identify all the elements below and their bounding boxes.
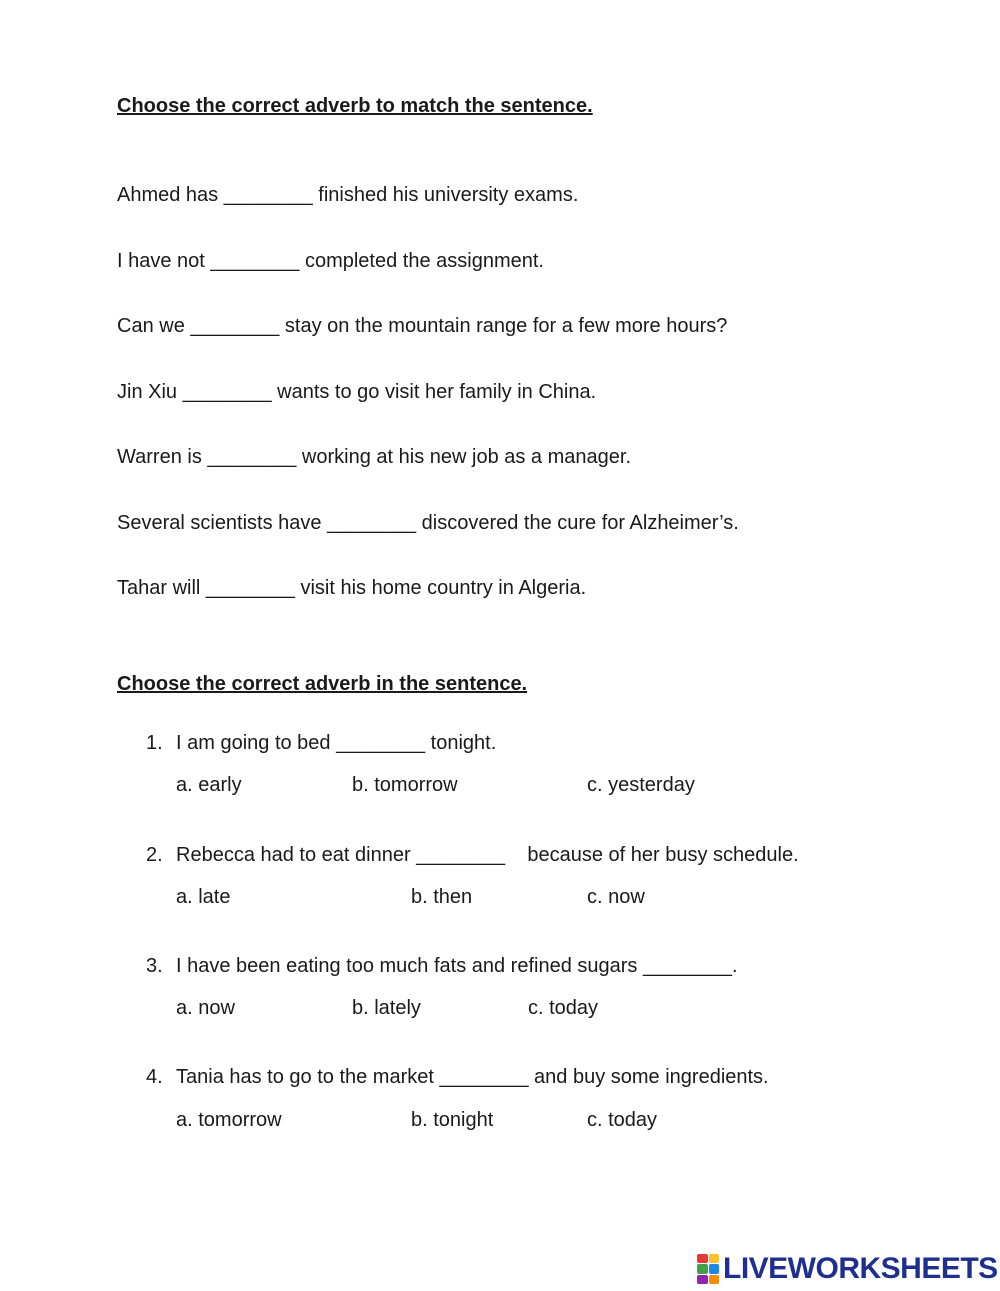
option-c[interactable]: c. today: [528, 997, 599, 1019]
option-c[interactable]: c. today: [587, 1109, 658, 1131]
sentence-4: Jin Xiu ________ wants to go visit her family in China.: [117, 381, 597, 403]
question-text: I have been eating too much fats and refined sugars ________.: [176, 955, 738, 977]
option-a[interactable]: a. early: [176, 774, 242, 796]
option-c[interactable]: c. yesterday: [587, 774, 695, 796]
sentence-1: Ahmed has ________ finished his university exams.: [117, 184, 579, 206]
question-number: 2.: [146, 844, 163, 866]
logo-blocks-icon: [697, 1254, 719, 1284]
option-b[interactable]: b. tonight: [411, 1109, 494, 1131]
option-c[interactable]: c. now: [587, 886, 645, 908]
option-a[interactable]: a. now: [176, 997, 235, 1019]
question-number: 3.: [146, 955, 163, 977]
liveworksheets-logo: [697, 1252, 998, 1286]
sentence-2: I have not ________ completed the assignment.: [117, 250, 544, 272]
option-b[interactable]: b. then: [411, 886, 473, 908]
option-a[interactable]: a. late: [176, 886, 231, 908]
logo-text: LIVEWORKSHEETS: [723, 1252, 998, 1285]
option-b[interactable]: b. tomorrow: [352, 774, 458, 796]
option-a[interactable]: a. tomorrow: [176, 1109, 282, 1131]
sentence-5: Warren is ________ working at his new job as a manager.: [117, 446, 631, 468]
sentence-7: Tahar will ________ visit his home country in Algeria.: [117, 577, 587, 599]
option-b[interactable]: b. lately: [352, 997, 421, 1019]
question-text: Rebecca had to eat dinner ________ because of her busy schedule.: [176, 844, 799, 866]
sentence-6: Several scientists have ________ discovered the cure for Alzheimer’s.: [117, 512, 739, 534]
question-number: 4.: [146, 1066, 163, 1088]
question-number: 1.: [146, 732, 163, 754]
question-text: I am going to bed ________ tonight.: [176, 732, 497, 754]
question-text: Tania has to go to the market ________ and buy some ingredients.: [176, 1066, 769, 1088]
section1-heading: Choose the correct adverb to match the sentence.: [117, 95, 593, 117]
section2-heading: Choose the correct adverb in the sentence.: [117, 673, 528, 695]
sentence-3: Can we ________ stay on the mountain range for a few more hours?: [117, 315, 728, 337]
